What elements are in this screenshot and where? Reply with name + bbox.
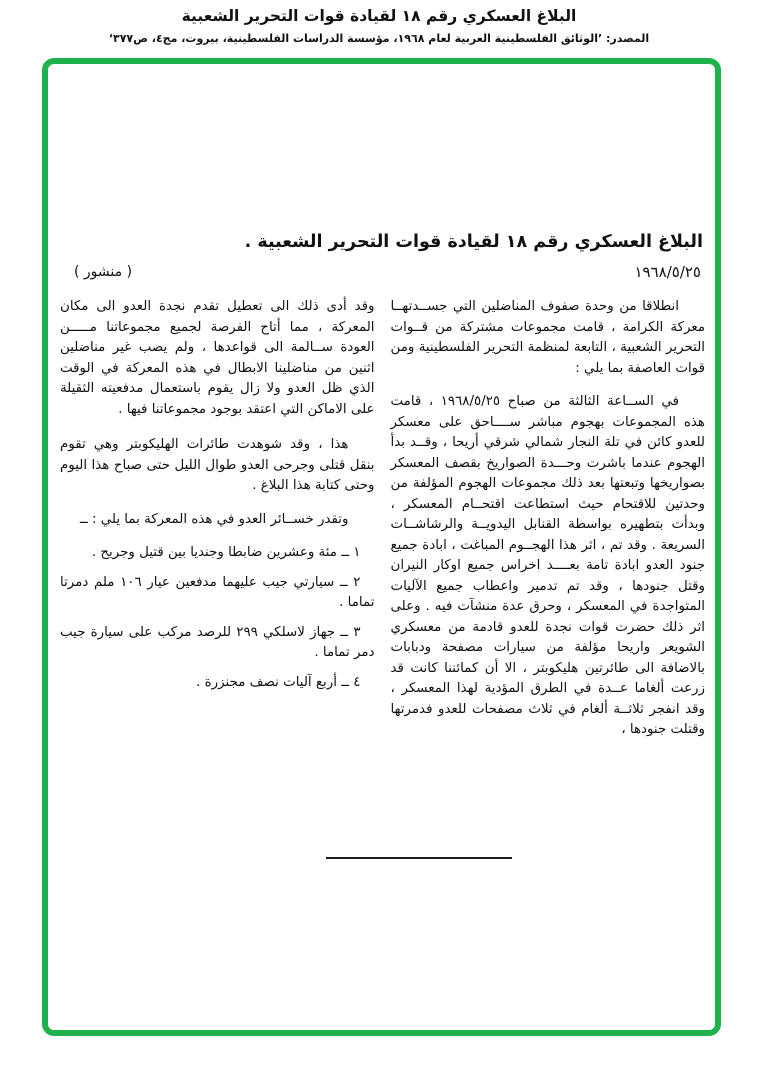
list-item: ١ ــ مئة وعشرين ضابطا وجنديا بين قتيل وجريح .	[91, 545, 361, 560]
list-item: ٢ ــ سيارتي جيب عليهما مدفعين عيار ١٠٦ ملم دمرتا تماما .	[60, 574, 375, 610]
list-item: ٤ ــ أربع آليات نصف مجنزرة .	[196, 674, 361, 690]
document-scan	[48, 64, 715, 1030]
page-header	[0, 0, 758, 45]
paragraph: هذا ، وقد شوهدت طائرات الهليكوبتر وهي تقوم بنقل قتلى وجرحى العدو طوال الليل حتى صباح هذا اليوم وحتى كتابة هذا البلاغ .	[60, 437, 375, 493]
date-row	[60, 263, 705, 281]
end-of-document-rule	[326, 857, 512, 859]
column-left	[60, 297, 375, 754]
paragraph: انطلاقا من وحدة صفوف المناضلين التي جســدتهــا معركة الكرامة ، قامت مجموعات مشتركة من قــوات التحرير الشعبية ، التابعة لمنظمة التحرير الفلسطينية ومن قوات العاصفة بما يلي :	[390, 299, 705, 376]
document-title: البلاغ العسكري رقم ١٨ لقيادة قوات التحرير الشعبية .	[244, 232, 703, 252]
list-item: ٣ ــ جهاز لاسلكي ٢٩٩ للرصد مركب على سيارة جيب دمر تماما .	[60, 624, 375, 660]
column-right	[391, 297, 706, 754]
text-columns	[60, 297, 705, 754]
page-title: البلاغ العسكري رقم ١٨ لقيادة قوات التحرير الشعبية	[181, 7, 577, 25]
document-frame	[42, 58, 721, 1036]
paragraph: وقد أدى ذلك الى تعطيل تقدم نجدة العدو الى مكان المعركة ، مما أتاح الفرصة لجميع مجموعاتنا مـــــن العودة ســالمة الى قواعدها ، ولم يصب غير مناضلين اثنين من مناضلينا الابطال في هذه المعركة في الوقت الذي ظل العدو ولا زال يقوم باستعمال مدفعيته الثقيلة على الاماكن التي اعتقد بوجود مجموعاتنا فيها .	[60, 299, 375, 417]
paragraph: وتقدر خســائر العدو في هذه المعركة بما يلي : ــ	[79, 511, 349, 527]
source-citation: المصدر: ’الوثائق الفلسطينية العربية لعام ١٩٦٨، مؤسسة الدراسات الفلسطينية، بيروت، مج٤، ص٣٧٧‘	[108, 32, 650, 45]
paragraph: في الســاعة الثالثة من صباح ١٩٦٨/٥/٢٥ ، قامت هذه المجموعات بهجوم مباشر ســــاحق على معسكر للعدو كائن في تلة النجار شمالي شرقي أريحا ، وقــد بدأ الهجوم عندما باشرت وحـــدة الصواريخ بقصف المعسكر بصواريخها وتبعتها بعد ذلك مجموعات الهجوم المؤلفة من وحدتين للاقتحام حيث استطاعت اقتحــام المعسكر ، وبدأت بتطهيره بواسطة القنابل اليدويــة والرشاشــات السريعة . وقد تم ، اثر هذا الهجــوم المباغت ، ابادة جميع جنود العدو ابادة تامة بعــــد اخراس جميع اوكار النيران وقتل جنودها ، وقد تم تدمير واعطاب جميع الآليات المتواجدة في المعسكر ، وحرق عدة منشآت فيه . وعلى اثر ذلك حضرت قوات نجدة للعدو قادمة من معسكري الشويعر واريحا مؤلفة من سيارات مصفحة ودبابات بالاضافة الى طائرتين هليكوبتر ، الا أن كمائننا كانت قد زرعت ألغاما عــدة في الطرق المؤدية لهذا المعسكر ، وقد انفجر ثلاثــة ألغام في ثلاث مصفحات للعدو فدمرتها وقتلت جنودها ،	[390, 394, 705, 737]
document-date: ١٩٦٨/٥/٢٥	[634, 263, 701, 281]
publication-note: ( منشور )	[74, 264, 133, 280]
